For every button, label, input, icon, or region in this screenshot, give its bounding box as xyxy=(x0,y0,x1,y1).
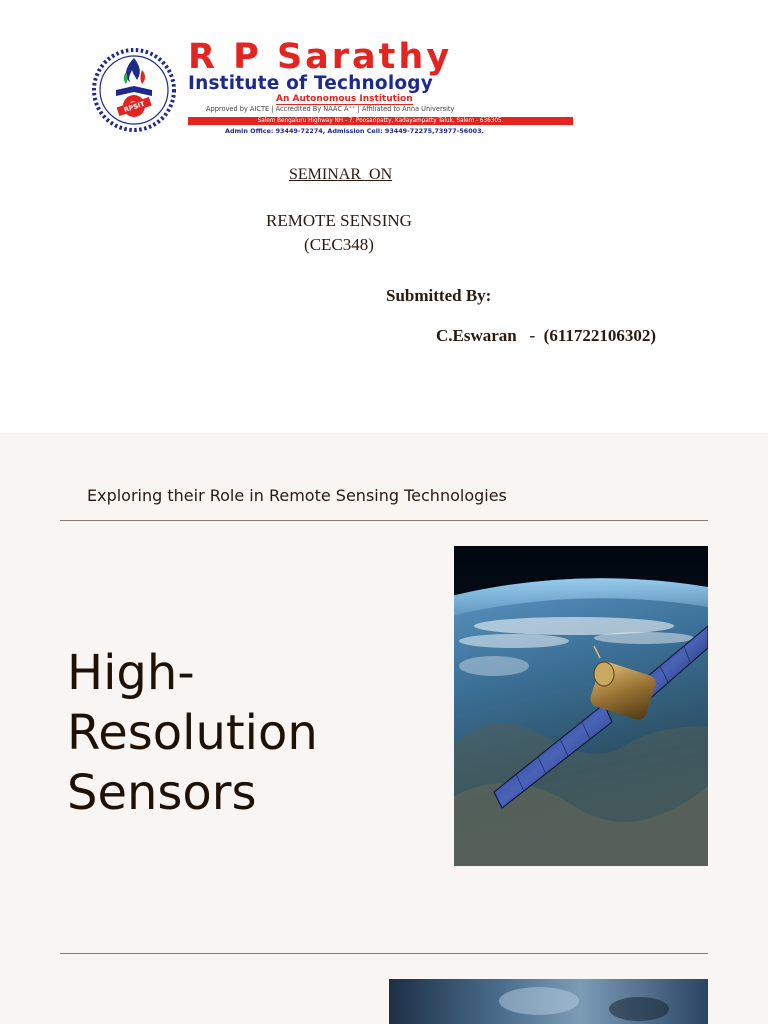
institute-subtitle: Institute of Technology xyxy=(188,73,433,94)
seminar-label: SEMINAR ON xyxy=(289,166,393,183)
slide-section xyxy=(0,433,768,1024)
institute-logo xyxy=(90,37,580,140)
satellite-image xyxy=(454,546,708,866)
institute-approvals: Approved by AICTE | Accredited By NAAC A⁺⁺ | Affiliated to Anna University xyxy=(206,105,455,113)
institute-address: Salem Bengaluru Highway NH - 7, Poosaripatty, Kadayampatty Taluk, Salem - 636305. xyxy=(188,117,573,125)
subject-title: REMOTE SENSING xyxy=(266,211,412,230)
top-divider xyxy=(60,520,708,521)
bottom-image xyxy=(389,979,708,1024)
blurred-blue-photo-icon xyxy=(389,979,708,1024)
emblem-text: RPSIT xyxy=(122,99,146,115)
subject-code: (CEC348) xyxy=(304,235,374,254)
submitted-by-label: Submitted By: xyxy=(386,286,492,305)
satellite-over-earth-icon xyxy=(454,546,708,866)
institute-name: R P Sarathy xyxy=(188,37,453,77)
bottom-divider xyxy=(60,953,708,954)
cover-section xyxy=(0,0,768,433)
subject-block xyxy=(240,209,438,257)
institute-emblem-icon xyxy=(90,40,178,138)
institute-autonomous-label: An Autonomous Institution xyxy=(276,94,413,104)
student-info: C.Eswaran - (611722106302) xyxy=(436,326,657,345)
institute-admin-contact: Admin Office: 93449-72274, Admission Cell: 93449-72275,73977-56003. xyxy=(225,127,484,135)
slide-title: High-Resolution Sensors xyxy=(67,645,318,821)
slide-subtitle: Exploring their Role in Remote Sensing Technologies xyxy=(87,486,507,505)
